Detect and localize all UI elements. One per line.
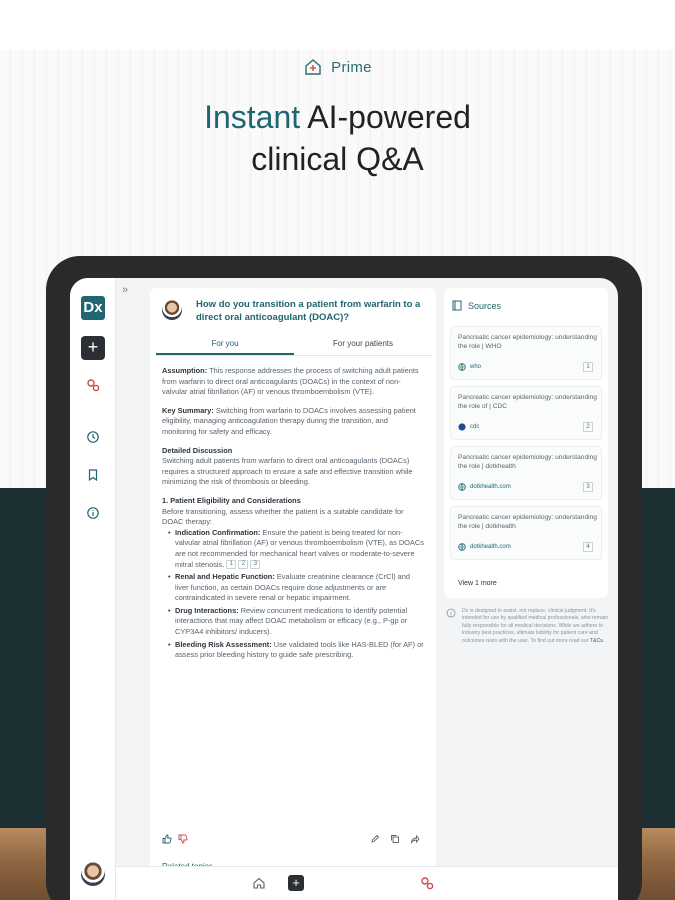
- source-card[interactable]: [450, 506, 602, 560]
- bullet-label: Indication Confirmation:: [175, 527, 261, 537]
- list-item: [168, 606, 424, 638]
- tab-for-you[interactable]: For you: [156, 334, 294, 355]
- eligibility-list: [162, 528, 424, 661]
- brand-name: Prime: [331, 58, 372, 76]
- bullet-text: Ensure the patient is being treated for non-valvular atrial fibrillation (AF) or venous thromboembolism (VTE), as DOACs are not recommended for mechanical heart valves or moderate-to-severe mitral stenosis.: [175, 527, 424, 569]
- citations: [226, 560, 260, 569]
- headline-line1: AI-powered: [300, 99, 471, 135]
- source-number: 2: [583, 422, 593, 432]
- sources-panel: [444, 288, 608, 598]
- summary-label: Key Summary:: [162, 405, 214, 415]
- house-plus-icon: [303, 57, 323, 77]
- info-icon[interactable]: [86, 506, 100, 520]
- pills-icon[interactable]: [420, 876, 434, 890]
- home-icon[interactable]: [252, 876, 266, 890]
- question-avatar: [162, 300, 182, 320]
- source-site: [458, 483, 511, 491]
- view-more-link[interactable]: View 1 more: [458, 580, 497, 587]
- headline-accent: Instant: [204, 99, 301, 135]
- app-screen: [70, 278, 618, 900]
- source-number: 4: [583, 542, 593, 552]
- section-1-intro: Before transitioning, assess whether the patient is a suitable candidate for DOAC therapy:: [162, 506, 404, 527]
- source-card[interactable]: [450, 326, 602, 380]
- background-top: [0, 0, 675, 50]
- list-item: [168, 640, 424, 661]
- source-site: [458, 543, 511, 551]
- bullet-text: Use validated tools like HAS-BLED (for AF) or assess prior bleeding history to guide safe prescribing.: [175, 639, 424, 660]
- tab-for-your-patients[interactable]: For your patients: [332, 339, 394, 348]
- section-1: [162, 496, 424, 661]
- section-1-title: 1. Patient Eligibility and Considerations: [162, 495, 301, 505]
- source-site: [458, 423, 479, 431]
- info-icon: [446, 608, 456, 618]
- bottom-nav: [116, 866, 618, 900]
- discussion-text: Switching adult patients from warfarin to direct oral anticoagulants (DOACs) requires a structured approach to ensure a safe and effective transition while minimizing the risk of thrombosis or bleeding.: [162, 456, 413, 487]
- source-site-label: cdc: [470, 424, 480, 430]
- source-card[interactable]: [450, 446, 602, 500]
- globe-icon: [458, 543, 466, 551]
- list-item: [168, 528, 424, 570]
- bullet-label: Bleeding Risk Assessment:: [175, 639, 272, 649]
- bullet-label: Renal and Hepatic Function:: [175, 572, 275, 582]
- source-number: 1: [583, 362, 593, 372]
- sources-title: Sources: [468, 300, 502, 311]
- bullet-label: Drug Interactions:: [175, 605, 239, 615]
- source-site: [458, 363, 481, 371]
- bullet-text: Review concurrent medications to identify potential interactions that may affect DOAC metabolism or efficacy (e.g., P-gp or CYP3A4 inhibitors/ inducers).: [175, 605, 408, 637]
- assumption-paragraph: [162, 366, 424, 398]
- bullet-text: Evaluate creatinine clearance (CrCl) and liver function, as certain DOACs require dose adjustments or are contraindicated in severe renal or hepatic impairment.: [175, 572, 410, 603]
- thumbs-down-icon[interactable]: [178, 834, 188, 844]
- bookmark-icon[interactable]: [86, 468, 100, 482]
- sources-header: [452, 300, 501, 311]
- cdc-icon: [458, 423, 466, 431]
- pills-icon[interactable]: [86, 378, 100, 392]
- source-site-label: dotkhealth.com: [470, 544, 511, 550]
- source-title: Pancreatic cancer epidemiology: understanding the role of | CDC: [458, 394, 597, 410]
- copy-icon[interactable]: [390, 834, 400, 844]
- edit-icon[interactable]: [370, 834, 380, 844]
- disclaimer-text: Dx is designed to assist, not replace, clinical judgment. It's intended for use by qualified medical professionals, who remain fully responsible for all medical decisions. While we adhere to industry best practices, ultimate liability for patient care and outcomes rests with the user. To find out more read our: [462, 608, 608, 644]
- app-logo[interactable]: Dx: [81, 296, 105, 320]
- question-text: How do you transition a patient from warfarin to a direct oral anticoagulant (DOAC)?: [196, 299, 421, 323]
- source-title: Pancreatic cancer epidemiology: understanding the role | WHO: [458, 334, 597, 350]
- source-site-label: who: [470, 364, 482, 370]
- globe-icon: [458, 483, 466, 491]
- discussion-paragraph: [162, 446, 424, 488]
- globe-icon: [458, 363, 466, 371]
- source-number: 3: [583, 482, 593, 492]
- summary-paragraph: [162, 406, 424, 438]
- thumbs-up-icon[interactable]: [162, 834, 172, 844]
- assumption-text: This response addresses the process of switching adult patients from warfarin to direct oral anticoagulants (DOACs) in the context of non-valvular atrial fibrillation (AF) or venous thromboembolism (VTE).: [162, 366, 419, 397]
- chat-panel: [150, 288, 436, 900]
- discussion-title: Detailed Discussion: [162, 445, 233, 455]
- headline-line2: clinical Q&A: [251, 141, 424, 177]
- source-site-label: dotkhealth.com: [470, 484, 511, 490]
- expand-sidebar-icon[interactable]: »: [122, 284, 129, 296]
- citation-chip[interactable]: 1: [226, 560, 236, 569]
- source-title: Pancreatic cancer epidemiology: understanding the role | dotkhealth: [458, 454, 597, 470]
- terms-link[interactable]: T&Cs.: [589, 637, 605, 644]
- source-title: Pancreatic cancer epidemiology: understanding the role | dotkhealth: [458, 514, 597, 530]
- new-chat-button[interactable]: +: [81, 336, 105, 360]
- book-icon: [452, 300, 462, 311]
- history-icon[interactable]: [86, 430, 100, 444]
- citation-chip[interactable]: 3: [250, 560, 260, 569]
- source-card[interactable]: [450, 386, 602, 440]
- answer-body: [162, 366, 424, 663]
- page-headline: [0, 96, 675, 180]
- brand: [0, 56, 675, 78]
- summary-text: Switching from warfarin to DOACs involves assessing patient eligibility, managing anticoagulation therapy during the transition, and monitoring for safety and efficacy.: [162, 405, 416, 436]
- answer-actions: [162, 834, 424, 848]
- assumption-label: Assumption:: [162, 366, 208, 375]
- user-avatar[interactable]: [81, 862, 105, 886]
- new-chat-button[interactable]: +: [288, 875, 304, 891]
- disclaimer: [444, 608, 608, 645]
- share-icon[interactable]: [410, 834, 420, 844]
- audience-tabs: [156, 334, 432, 356]
- left-rail: [70, 278, 116, 900]
- list-item: [168, 572, 424, 604]
- citation-chip[interactable]: 2: [238, 560, 248, 569]
